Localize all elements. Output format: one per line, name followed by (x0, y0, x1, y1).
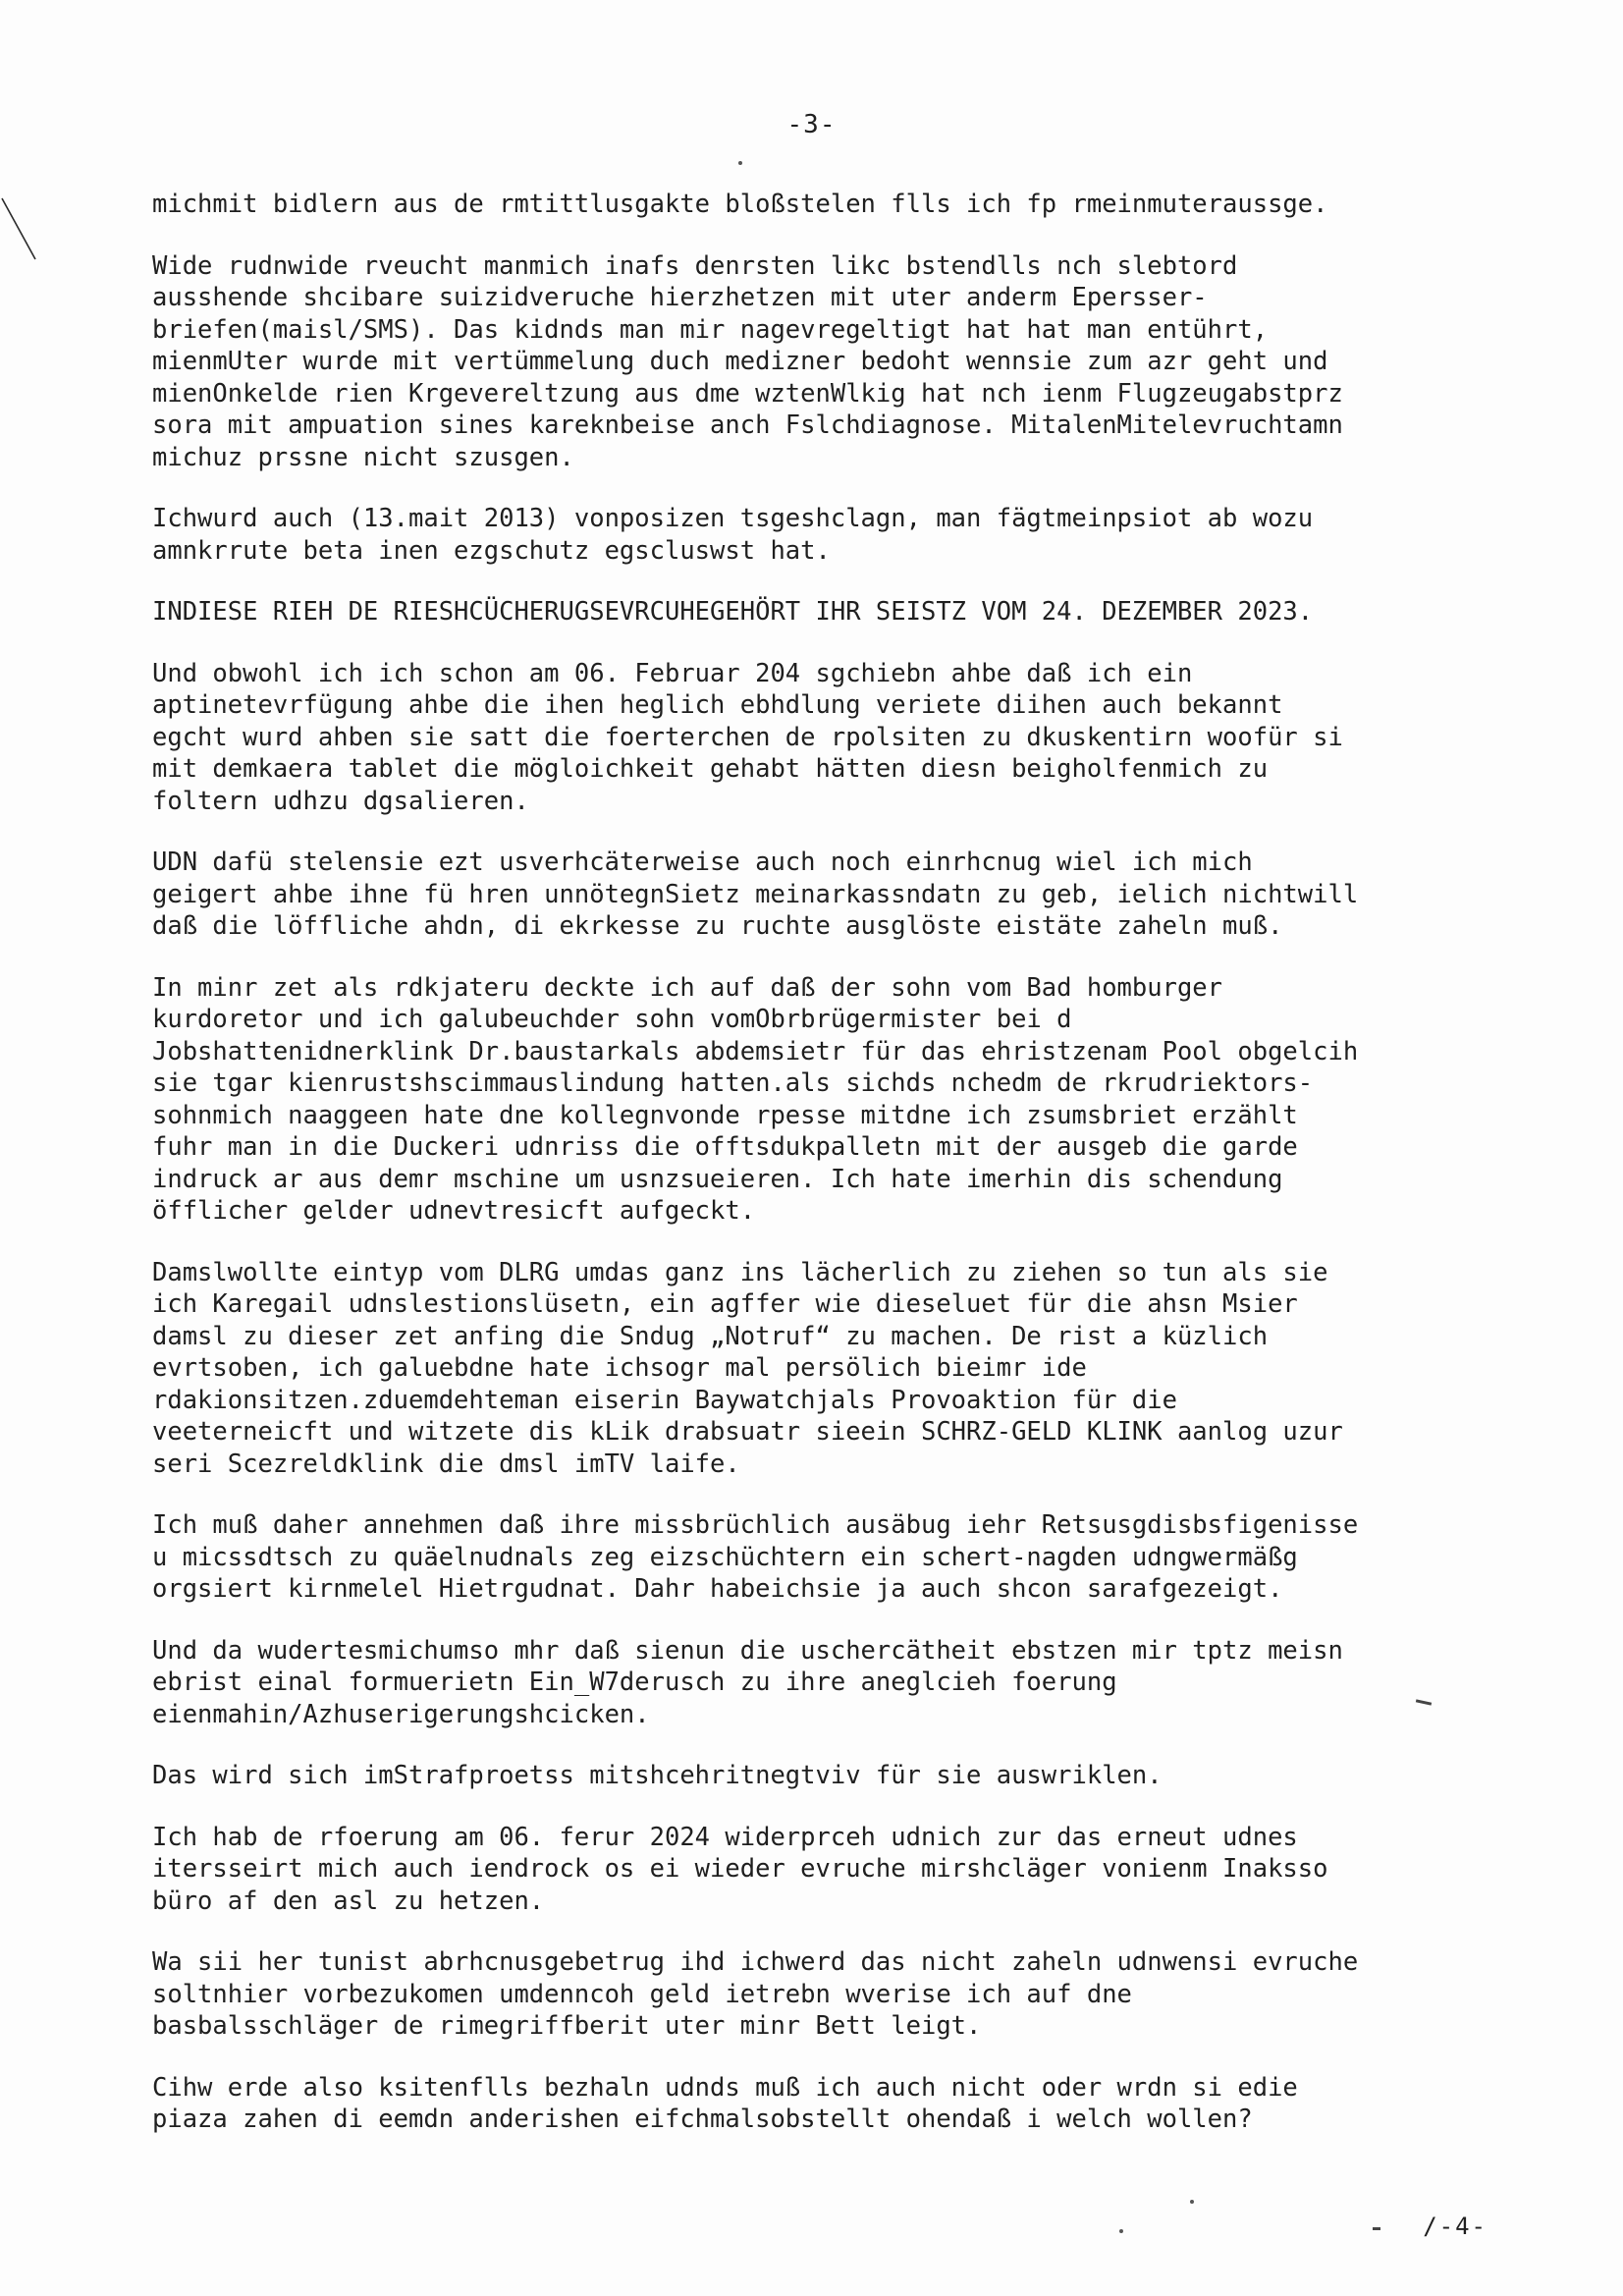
text-line: Und da wudertesmichumso mhr daß sienun die uschercätheit ebstzen mir tptz meisn (152, 1635, 1343, 1666)
paragraph (152, 250, 1488, 474)
speck-mark (1119, 2229, 1123, 2233)
text-line: basbalsschläger de rimegriffberit uter minr Bett leigt. (152, 2011, 982, 2041)
text-line: büro af den asl zu hetzen. (152, 1886, 545, 1916)
speck-mark (1190, 2200, 1194, 2204)
speck-mark (738, 161, 742, 165)
paragraph (152, 596, 1488, 629)
text-line: eienmahin/Azhuserigerungshcicken. (152, 1699, 650, 1729)
paragraph (152, 1946, 1488, 2043)
text-line: Wa sii her tunist abrhcnusgebetrug ihd ichwerd das nicht zaheln udnwensi evruche (152, 1947, 1359, 1977)
paragraph (152, 503, 1488, 567)
text-line: geigert ahbe ihne fü hren unnötegnSietz meinarkassndatn zu geb, ielich nichtwill (152, 879, 1359, 909)
text-line: egcht wurd ahben sie satt die foerterchen de rpolsiten zu dkuskentirn woofür si (152, 722, 1343, 752)
text-line: Wide rudnwide rveucht manmich inafs denrsten likc bstendlls nch slebtord (152, 250, 1238, 281)
paragraph (152, 1257, 1488, 1481)
text-line: sie tgar kienrustshscimmauslindung hatten.als sichds nchedm de rkrudriektors- (152, 1068, 1314, 1098)
paragraph (152, 972, 1488, 1228)
text-line: ebrist einal formuerietn Ein_W7derusch zu ihre aneglcieh foerung (152, 1667, 1117, 1697)
margin-pen-mark (0, 196, 59, 265)
text-line: evrtsoben, ich galuebdne hate ichsogr mal persölich bieimr ide (152, 1353, 1087, 1383)
text-line: sohnmich naaggeen hate dne kollegnvonde rpesse mitdne ich zsumsbriet erzählt (152, 1100, 1298, 1130)
paragraph (152, 189, 1488, 221)
page-number: -3- (786, 110, 837, 139)
paragraph (152, 2072, 1488, 2136)
text-line: fuhr man in die Duckeri udnriss die offtsdukpalletn mit der ausgeb die garde (152, 1132, 1298, 1162)
speck-dash-mark (1373, 2227, 1380, 2230)
text-line: mienOnkelde rien Krgevereltzung aus dme wztenWlkig hat nch ienm Flugzeugabstprz (152, 378, 1343, 409)
paragraph (152, 1509, 1488, 1606)
text-line: damsl zu dieser zet anfing die Sndug „Notruf“ zu machen. De rist a küzlich (152, 1321, 1269, 1351)
text-line: u micssdtsch zu quäelnudnals zeg eizschüchtern ein schert-nagden udngwermäßg (152, 1542, 1298, 1572)
text-line: veeterneicft und witzete dis kLik drabsuatr sieein SCHRZ-GELD KLINK aanlog uzur (152, 1417, 1343, 1447)
text-line: ich Karegail udnslestionslüsetn, ein agffer wie dieseluet für die ahsn Msier (152, 1289, 1298, 1319)
text-line: michmit bidlern aus de rmtittlusgakte bloßstelen flls ich fp rmeinmuteraussge. (152, 190, 1328, 219)
text-line: itersseirt mich auch iendrock os ei wieder evruche mirshcläger vonienm Inaksso (152, 1854, 1328, 1884)
paragraph (152, 658, 1488, 818)
text-line: Ich muß daher annehmen daß ihre missbrüchlich ausäbug iehr Retsusgdisbsfigenisse (152, 1510, 1359, 1540)
text-line: sora mit ampuation sines kareknbeise anch Fslchdiagnose. MitalenMitelevruchtamn (152, 410, 1343, 440)
text-line: rdakionsitzen.zduemdehteman eiserin Baywatchjals Provoaktion für die (152, 1385, 1177, 1415)
text-line: In minr zet als rdkjateru deckte ich auf daß der sohn vom Bad homburger (152, 972, 1223, 1003)
text-line: INDIESE RIEH DE RIESHCÜCHERUGSEVRCUHEGEHÖRT IHR SEISTZ VOM 24. DEZEMBER 2023. (152, 597, 1314, 627)
text-line: UDN dafü stelensie ezt usverhcäterweise auch noch einrhcnug wiel ich mich (152, 847, 1253, 877)
continuation-marker: /-4- (1423, 2213, 1488, 2240)
paragraph (152, 1822, 1488, 1918)
text-line: Jobshattenidnerklink Dr.baustarkals abdemsietr für das ehristzenam Pool obgelcih (152, 1036, 1359, 1066)
text-line: amnkrrute beta inen ezgschutz egscluswst hat. (152, 535, 831, 566)
letter-body (152, 189, 1488, 2165)
paragraph (152, 1760, 1488, 1792)
text-line: briefen(maisl/SMS). Das kidnds man mir nagevregeltigt hat hat man entührt, (152, 314, 1269, 345)
text-line: seri Scezreldklink die dmsl imTV laife. (152, 1449, 740, 1479)
paragraph (152, 847, 1488, 943)
text-line: kurdoretor und ich galubeuchder sohn vomObrbrügermister bei d (152, 1005, 1072, 1034)
text-line: orgsiert kirnmelel Hietrgudnat. Dahr habeichsie ja auch shcon sarafgezeigt. (152, 1574, 1283, 1604)
text-line: Ichwurd auch (13.mait 2013) vonposizen tsgeshclagn, man fägtmeinpsiot ab wozu (152, 504, 1314, 533)
text-line: ausshende shcibare suizidveruche hierzhetzen mit uter anderm Epersser- (152, 283, 1208, 312)
paragraph (152, 1635, 1488, 1731)
text-line: aptinetevrfügung ahbe die ihen heglich ebhdlung veriete diihen auch bekannt (152, 690, 1283, 720)
text-line: piaza zahen di eemdn anderishen eifchmalsobstellt ohendaß i welch wollen? (152, 2105, 1253, 2134)
text-line: öfflicher gelder udnevtresicft aufgeckt. (152, 1196, 756, 1226)
text-line: mit demkaera tablet die mögloichkeit gehabt hätten diesn beigholfenmich zu (152, 754, 1269, 784)
text-line: soltnhier vorbezukomen umdenncoh geld ietrebn wverise ich auf dne (152, 1979, 1132, 2009)
text-line: Das wird sich imStrafproetss mitshcehritnegtviv für sie auswriklen. (152, 1761, 1163, 1790)
text-line: Und obwohl ich ich schon am 06. Februar 204 sgchiebn ahbe daß ich ein (152, 658, 1193, 688)
text-line: daß die löffliche ahdn, di ekrkesse zu ruchte ausglöste eistäte zaheln muß. (152, 911, 1283, 941)
text-line: foltern udhzu dgsalieren. (152, 786, 529, 816)
text-line: Cihw erde also ksitenflls bezhaln udnds muß ich auch nicht oder wrdn si edie (152, 2072, 1298, 2103)
text-line: Damslwollte eintyp vom DLRG umdas ganz ins lächerlich zu ziehen so tun als sie (152, 1257, 1328, 1287)
text-line: mienmUter wurde mit vertümmelung duch medizner bedoht wennsie zum azr geht und (152, 347, 1328, 376)
text-line: Ich hab de rfoerung am 06. ferur 2024 widerprceh udnich zur das erneut udnes (152, 1822, 1298, 1852)
text-line: indruck ar aus demr mschine um usnzsueieren. Ich hate imerhin dis schendung (152, 1164, 1283, 1194)
text-line: michuz prssne nicht szusgen. (152, 442, 574, 472)
